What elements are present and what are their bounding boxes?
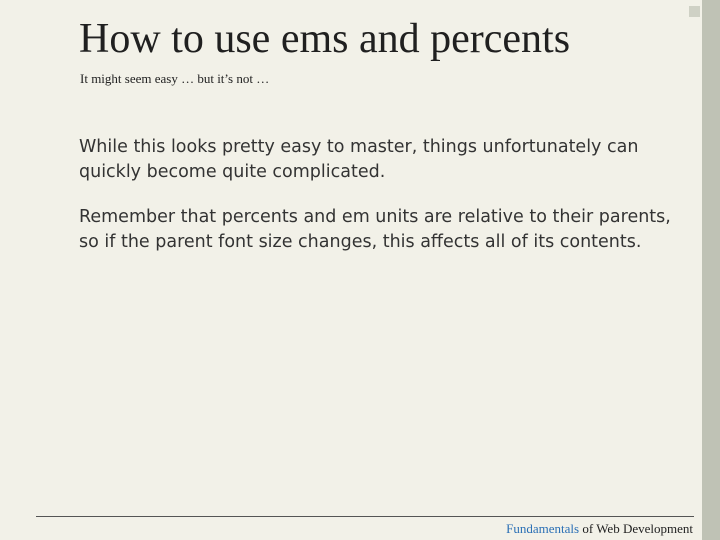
footer-divider [36, 516, 694, 517]
footer-highlight: Fundamentals [506, 521, 580, 536]
right-accent-bar [702, 0, 720, 540]
slide-subtitle: It might seem easy … but it’s not … [80, 71, 270, 86]
slide-title: How to use ems and percents [79, 16, 571, 62]
slide-body [79, 135, 679, 275]
body-paragraph-2: Remember that percents and em units are relative to their parents, so if the parent font size changes, this affects all of its contents. [79, 207, 671, 252]
corner-square-decoration [689, 6, 700, 17]
footer-rest: of Web Development [579, 521, 693, 536]
footer-text [506, 521, 693, 537]
body-paragraph-1: While this looks pretty easy to master, things unfortunately can quickly become quite complicated. [79, 137, 639, 182]
